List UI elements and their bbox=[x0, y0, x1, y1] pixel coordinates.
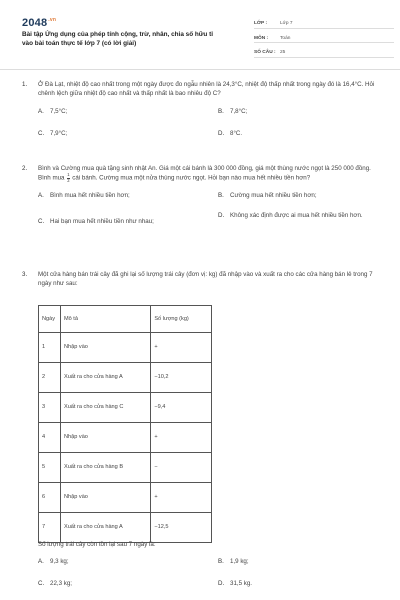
option-letter: D. bbox=[218, 580, 225, 588]
question-number: 3. bbox=[22, 271, 28, 278]
question-number: 2. bbox=[22, 165, 28, 172]
option-d[interactable] bbox=[218, 211, 384, 220]
meta-row-count bbox=[254, 45, 394, 58]
question-text: Ở Đà Lạt, nhiệt độ cao nhất trong một ngày được đo ngẫu nhiên là 24,3°C, nhiệt độ thấp nhất trong ngày đó là 16,4°C. Hỏi chênh lệch giữa nhiệt độ cao nhất và thấp nhất là bao nhiêu độ C? bbox=[38, 81, 375, 98]
table-cell-description: Nhập vào bbox=[60, 423, 150, 453]
question-text-part: Bình và Cường mua quà tặng sinh nhật An. Giá một cái bánh là 300 000 đồng, giá một thùng nước ngọt là 250 000 đồng. Bình mua bbox=[38, 165, 371, 182]
question-text: Một cửa hàng bán trái cây đã ghi lại số lượng trái cây (đơn vị: kg) đã nhập vào và xuất ra cho các cửa hàng bán lẻ trong 7 ngày như sau: bbox=[38, 271, 373, 288]
option-letter: B. bbox=[218, 191, 224, 199]
option-b[interactable] bbox=[218, 191, 317, 200]
option-text: 7,9°C; bbox=[50, 129, 68, 137]
document-title: Bài tập Ứng dụng của phép tính cộng, trừ, nhân, chia số hữu tỉ vào bài toán thực tế lớp 7 (có lời giải) bbox=[22, 31, 214, 47]
fraction bbox=[67, 173, 69, 182]
option-letter: D. bbox=[218, 211, 225, 219]
table-header-cell: Số lượng (kg) bbox=[151, 306, 212, 333]
option-c[interactable] bbox=[38, 129, 67, 138]
table-cell-description: Nhập vào bbox=[60, 333, 150, 363]
answer-options bbox=[38, 107, 382, 147]
table-cell-description: Xuất ra cho cửa hàng A bbox=[60, 513, 150, 543]
table-cell-day: 1 bbox=[39, 333, 61, 363]
table-cell-amount: −9,4 bbox=[151, 393, 212, 423]
table-cell-amount: −12,5 bbox=[151, 513, 212, 543]
option-text: 1,9 kg; bbox=[230, 558, 249, 566]
option-d[interactable] bbox=[218, 129, 242, 138]
option-text: 9,3 kg; bbox=[50, 558, 69, 566]
fruit-inventory-table bbox=[38, 305, 212, 543]
option-a[interactable] bbox=[38, 107, 67, 116]
option-text: Cường mua hết nhiều tiền hơn; bbox=[230, 191, 317, 199]
site-logo[interactable] bbox=[22, 15, 56, 32]
meta-panel bbox=[254, 16, 394, 60]
option-d[interactable] bbox=[218, 579, 252, 588]
table-header-cell: Ngày bbox=[39, 306, 61, 333]
table-cell-day: 5 bbox=[39, 453, 61, 483]
table-header-cell: Mô tả bbox=[60, 306, 150, 333]
option-c[interactable] bbox=[38, 217, 154, 226]
table-cell-description: Xuất ra cho cửa hàng B bbox=[60, 453, 150, 483]
table-cell-description: Nhập vào bbox=[60, 483, 150, 513]
option-letter: C. bbox=[38, 129, 45, 137]
option-letter: B. bbox=[218, 558, 224, 566]
table-row bbox=[39, 363, 212, 393]
logo-text: 2048 bbox=[22, 17, 48, 29]
table-header-row bbox=[39, 306, 212, 333]
option-text: Bình mua hết nhiều tiền hơn; bbox=[50, 191, 130, 199]
followup-text: Số lượng trái cây còn tồn lại sau 7 ngày là: bbox=[38, 541, 156, 548]
table-cell-amount: + bbox=[151, 483, 212, 513]
option-b[interactable] bbox=[218, 557, 249, 566]
table-cell-day: 3 bbox=[39, 393, 61, 423]
option-c[interactable] bbox=[38, 579, 72, 588]
table-cell-day: 6 bbox=[39, 483, 61, 513]
question-1 bbox=[22, 80, 382, 147]
table-cell-description: Xuất ra cho cửa hàng A bbox=[60, 363, 150, 393]
option-text: Hai bạn mua hết nhiều tiền như nhau; bbox=[50, 217, 154, 225]
meta-value: 25 bbox=[280, 50, 286, 56]
fraction-denominator: 2 bbox=[67, 177, 70, 183]
question-text-part: cái bánh. Cường mua một nửa thùng nước ngọt. Hỏi bạn nào mua hết nhiều tiền hơn? bbox=[72, 174, 311, 182]
logo-suffix: .vn bbox=[48, 17, 57, 24]
option-letter: A. bbox=[38, 191, 44, 199]
question-3 bbox=[22, 270, 382, 289]
table-cell-day: 4 bbox=[39, 423, 61, 453]
option-letter: A. bbox=[38, 558, 44, 566]
table-cell-amount: + bbox=[151, 333, 212, 363]
question-3-followup bbox=[22, 540, 382, 597]
table-cell-description: Xuất ra cho cửa hàng C bbox=[60, 393, 150, 423]
table-row bbox=[39, 393, 212, 423]
option-text: 7,8°C; bbox=[230, 107, 248, 115]
option-a[interactable] bbox=[38, 191, 130, 200]
table-cell-day: 7 bbox=[39, 513, 61, 543]
table-row bbox=[39, 333, 212, 363]
table-cell-amount: − bbox=[151, 453, 212, 483]
header-divider bbox=[0, 69, 400, 70]
answer-options bbox=[38, 557, 382, 597]
table-row bbox=[39, 453, 212, 483]
table-row bbox=[39, 483, 212, 513]
table-row bbox=[39, 423, 212, 453]
meta-value: Lớp 7 bbox=[280, 21, 293, 27]
meta-label: LỚP : bbox=[254, 21, 268, 27]
option-text: 8°C. bbox=[230, 129, 243, 137]
option-letter: C. bbox=[38, 217, 45, 225]
option-letter: C. bbox=[38, 580, 45, 588]
fraction-numerator: 1 bbox=[67, 172, 70, 178]
option-b[interactable] bbox=[218, 107, 247, 116]
meta-row-subject bbox=[254, 31, 394, 44]
option-text: 22,3 kg; bbox=[50, 580, 73, 588]
option-text: 31,5 kg. bbox=[230, 580, 253, 588]
option-text: 7,5°C; bbox=[50, 107, 68, 115]
meta-label: SỐ CÂU : bbox=[254, 50, 276, 56]
meta-row-class bbox=[254, 16, 394, 29]
table-cell-amount: −10,2 bbox=[151, 363, 212, 393]
table-row bbox=[39, 513, 212, 543]
meta-value: Toán bbox=[280, 35, 291, 41]
table-cell-amount: + bbox=[151, 423, 212, 453]
option-letter: B. bbox=[218, 107, 224, 115]
meta-label: MÔN : bbox=[254, 35, 269, 41]
option-letter: A. bbox=[38, 107, 44, 115]
answer-options bbox=[38, 191, 382, 237]
option-letter: D. bbox=[218, 129, 225, 137]
table-cell-day: 2 bbox=[39, 363, 61, 393]
document-header bbox=[22, 15, 382, 61]
question-text bbox=[38, 164, 382, 183]
option-a[interactable] bbox=[38, 557, 69, 566]
question-number: 1. bbox=[22, 81, 28, 88]
question-2 bbox=[22, 164, 382, 237]
option-text: Không xác định được ai mua hết nhiều tiền hơn. bbox=[230, 211, 363, 219]
